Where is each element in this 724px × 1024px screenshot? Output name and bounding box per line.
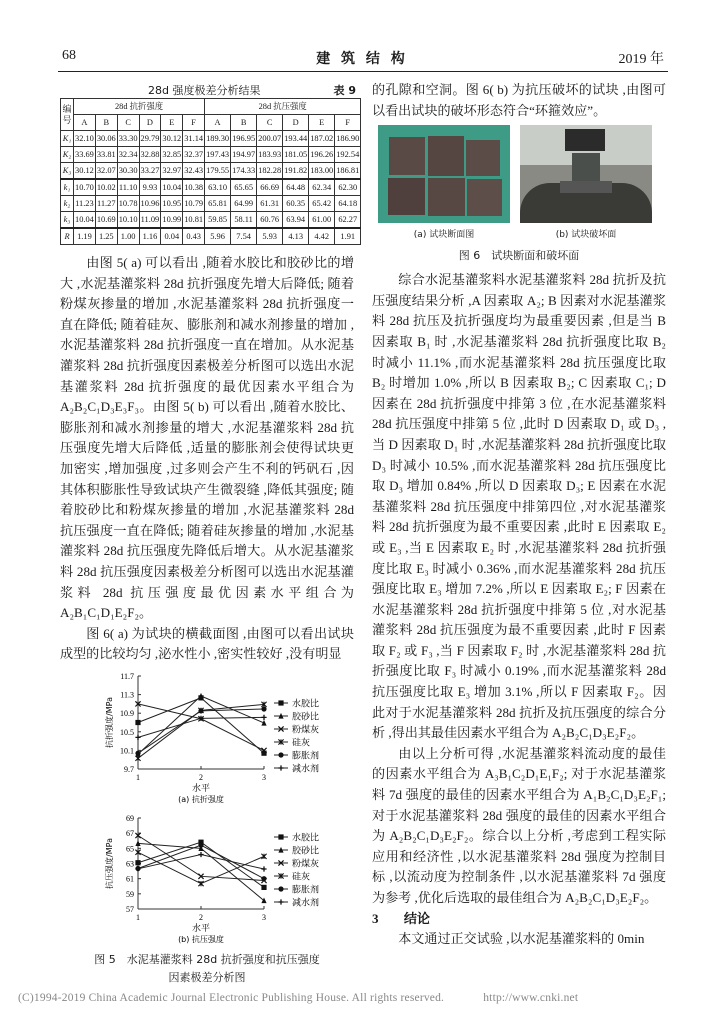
- data-point: [261, 706, 266, 711]
- table-cell: 187.02: [309, 131, 335, 147]
- row-header: 编号: [61, 99, 74, 131]
- table-cell: 62.34: [309, 179, 335, 196]
- table-title: 28d 强度极差分析结果: [148, 84, 261, 97]
- y-tick-label: 10.9: [120, 709, 134, 719]
- legend-marker: [278, 700, 283, 705]
- table-row: [61, 212, 361, 229]
- table-cell: 32.34: [117, 147, 139, 163]
- table-cell: 33.81: [95, 147, 117, 163]
- table-cell: 31.14: [183, 131, 205, 147]
- data-point: [135, 860, 140, 865]
- photo-specimen-failure: [520, 125, 652, 223]
- table-cell: 61.00: [309, 212, 335, 229]
- group-flexural: 28d 抗折强度: [74, 99, 205, 115]
- paragraph: 的孔隙和空洞。图 6( b) 为抗压破坏的试块 ,由图可以看出试块的破坏形态符合“环箍效应”。: [372, 82, 666, 118]
- table-cell: 200.07: [257, 131, 283, 147]
- data-point: [261, 897, 266, 903]
- data-point: [135, 720, 140, 725]
- legend-label: 胶砂比: [292, 712, 320, 723]
- table-cell: 186.81: [335, 163, 361, 180]
- column-header: F: [335, 115, 361, 131]
- table-cell: 197.43: [205, 147, 231, 163]
- table-cell: 186.90: [335, 131, 361, 147]
- table-cell: 64.99: [231, 196, 257, 212]
- table-cell: 30.12: [161, 131, 183, 147]
- table-cell: 174.33: [231, 163, 257, 180]
- table-cell: 7.54: [231, 228, 257, 245]
- table-row: [61, 196, 361, 212]
- y-tick-label: 11.3: [120, 690, 134, 700]
- table-cell: 1.00: [117, 228, 139, 245]
- table-cell: 10.38: [183, 179, 205, 196]
- table-cell: 32.37: [183, 147, 205, 163]
- y-tick-label: 10.5: [120, 727, 134, 737]
- table-cell: 11.27: [95, 196, 117, 212]
- table-cell: 61.31: [257, 196, 283, 212]
- table-cell: 58.11: [231, 212, 257, 229]
- legend-label: 膨胀剂: [292, 885, 320, 896]
- chart-title: (b) 抗压强度: [178, 934, 224, 944]
- legend-label: 胶砂比: [292, 846, 320, 857]
- table-row: [61, 179, 361, 196]
- row-label: R: [61, 228, 74, 245]
- table-cell: 1.16: [139, 228, 161, 245]
- x-axis-label: 水平: [191, 923, 211, 934]
- table-cell: 11.10: [117, 179, 139, 196]
- table-9-caption: [60, 82, 362, 98]
- table-label: 表 9: [333, 84, 356, 97]
- table-cell: 60.76: [257, 212, 283, 229]
- table-row: [61, 228, 361, 245]
- paragraph: 本文通过正交试验 ,以水泥基灌浆料的 0min: [398, 931, 645, 947]
- legend-label: 粉煤灰: [292, 859, 320, 870]
- data-point: [261, 866, 266, 871]
- photo-b-block: [520, 125, 652, 240]
- x-tick-label: 3: [262, 912, 266, 922]
- x-axis-label: 水平: [191, 783, 211, 794]
- column-header: F: [183, 115, 205, 131]
- header-rule: [58, 71, 668, 72]
- column-header: B: [95, 115, 117, 131]
- legend-marker: [278, 886, 283, 891]
- table-cell: 9.93: [139, 179, 161, 196]
- figure-5-caption: [60, 951, 354, 987]
- table-cell: 10.81: [183, 212, 205, 229]
- legend-label: 水胶比: [292, 833, 320, 844]
- column-header: E: [309, 115, 335, 131]
- y-tick-label: 65: [126, 844, 134, 854]
- table-cell: 30.06: [95, 131, 117, 147]
- row-label: k₃: [61, 212, 74, 229]
- legend-label: 减水剂: [292, 898, 320, 909]
- chart-flexural: [60, 669, 360, 811]
- table-cell: 10.10: [117, 212, 139, 229]
- table-cell: 65.81: [205, 196, 231, 212]
- table-9: [60, 98, 361, 245]
- y-tick-label: 11.7: [120, 671, 134, 681]
- column-header: A: [205, 115, 231, 131]
- copyright: (C)1994-2019 China Academic Journal Electronic Publishing House. All rights reserved.: [18, 992, 445, 1004]
- table-cell: 62.27: [335, 212, 361, 229]
- legend-marker: [278, 899, 283, 904]
- table-cell: 10.78: [117, 196, 139, 212]
- data-point: [261, 750, 266, 755]
- right-column-top: [372, 80, 666, 121]
- legend-marker: [278, 765, 283, 770]
- legend-label: 减水剂: [292, 764, 320, 775]
- legend-marker: [278, 834, 283, 839]
- section-heading: [372, 909, 666, 930]
- table-cell: 10.70: [74, 179, 96, 196]
- table-cell: 30.12: [74, 163, 96, 180]
- section-number: 3: [372, 910, 379, 926]
- right-column-wrapper: [372, 80, 666, 950]
- column-header: E: [161, 115, 183, 131]
- data-point: [198, 881, 203, 886]
- table-cell: 10.69: [95, 212, 117, 229]
- table-cell: 32.85: [161, 147, 183, 163]
- table-cell: 33.69: [74, 147, 96, 163]
- legend-label: 硅灰: [292, 738, 311, 749]
- table-cell: 63.94: [283, 212, 309, 229]
- table-cell: 1.25: [95, 228, 117, 245]
- photo-specimen-section: [378, 125, 510, 223]
- table-cell: 32.10: [74, 131, 96, 147]
- row-label: K₂: [61, 147, 74, 163]
- table-cell: 65.42: [309, 196, 335, 212]
- data-point: [135, 756, 140, 761]
- legend-label: 膨胀剂: [292, 751, 320, 762]
- left-column-wrapper: [60, 82, 362, 987]
- legend-label: 粉煤灰: [292, 725, 320, 736]
- table-row: [61, 163, 361, 180]
- data-point: [198, 842, 203, 847]
- table-cell: 192.54: [335, 147, 361, 163]
- table-cell: 193.44: [283, 131, 309, 147]
- table-cell: 10.04: [161, 179, 183, 196]
- table-cell: 0.04: [161, 228, 183, 245]
- column-header: B: [231, 115, 257, 131]
- caption-line: 图 5 水泥基灌浆料 28d 抗折强度和抗压强度: [94, 952, 320, 966]
- data-point: [135, 850, 140, 855]
- column-header: D: [283, 115, 309, 131]
- column-header: D: [139, 115, 161, 131]
- data-point: [261, 854, 266, 859]
- paragraph: 由图 5( a) 可以看出 ,随着水胶比和胶砂比的增大 ,水泥基灌浆料 28d 抗折强度先增大后降低; 随着粉煤灰掺量的增加 ,水泥基灌浆料 28d 抗折强度一直在降低; 随着硅灰、膨胀剂和减水剂掺量的增加 ,水泥基灌浆料 28d 抗折强度一直在增加。从水泥基灌浆料 28d 抗折强度因素极差分析图可以选出水泥基灌浆料 28d 抗折强度的最优因素水平组合为 A₂B₂C₁D₃E₃F₃。由图 5( b) 可以看出 ,随着水胶比、膨胀剂和减水剂掺量的增大 ,水泥基灌浆料 28d 抗压强度先增大后降低 ,适量的膨胀剂会使得试块更加密实 ,增加强度 ,过多则会产生不利的钙矾石 ,因其体积膨胀性导致试块产生微裂缝 ,降低其强度; 随着胶砂比和粉煤灰掺量的增加 ,水泥基灌浆料 28d 抗压强度一直在降低; 随着硅灰掺量的增加 ,水泥基灌浆料 28d 抗压强度先降低后增大。从水泥基灌浆料 28d 抗压强度因素极差分析图可以选出水泥基灌浆料 28d 抗压强度最优因素水平组合为 A₂B₁C₁D₁E₂F₂。: [60, 255, 354, 621]
- data-point: [135, 735, 140, 740]
- table-cell: 1.91: [335, 228, 361, 245]
- table-cell: 32.88: [139, 147, 161, 163]
- photo-a-block: [378, 125, 510, 240]
- data-point: [261, 885, 266, 890]
- y-axis-label: 抗折强度/MPa: [105, 696, 114, 748]
- y-tick-label: 61: [126, 874, 134, 884]
- table-row: [61, 131, 361, 147]
- section-title: 结论: [403, 910, 431, 926]
- table-cell: 5.93: [257, 228, 283, 245]
- table-cell: 29.79: [139, 131, 161, 147]
- table-cell: 4.13: [283, 228, 309, 245]
- column-header: C: [117, 115, 139, 131]
- table-cell: 30.30: [117, 163, 139, 180]
- data-point: [198, 708, 203, 713]
- row-label: K₃: [61, 163, 74, 180]
- legend-label: 水胶比: [292, 699, 320, 710]
- table-cell: 65.65: [231, 179, 257, 196]
- row-label: K₁: [61, 131, 74, 147]
- figure-6-photos: [372, 125, 666, 240]
- table-cell: 33.27: [139, 163, 161, 180]
- table-cell: 11.23: [74, 196, 96, 212]
- year: 2019 年: [618, 52, 664, 67]
- table-cell: 183.93: [257, 147, 283, 163]
- x-tick-label: 3: [262, 772, 266, 782]
- caption-line: 因素极差分析图: [168, 970, 246, 984]
- series-line-1: [138, 696, 264, 754]
- table-cell: 10.95: [161, 196, 183, 212]
- data-point: [198, 852, 203, 857]
- page-number: 68: [62, 48, 76, 63]
- table-cell: 32.43: [183, 163, 205, 180]
- y-tick-label: 69: [126, 813, 134, 823]
- table-cell: 10.96: [139, 196, 161, 212]
- row-label: k₁: [61, 179, 74, 196]
- table-cell: 1.19: [74, 228, 96, 245]
- table-cell: 191.82: [283, 163, 309, 180]
- column-header: A: [74, 115, 96, 131]
- table-cell: 59.85: [205, 212, 231, 229]
- table-cell: 10.04: [74, 212, 96, 229]
- y-tick-label: 57: [126, 904, 134, 914]
- paragraph: 由以上分析可得 ,水泥基灌浆料流动度的最佳的因素水平组合为 A₃B₁C₂D₁E₁F₂; 对于水泥基灌浆料 7d 强度的最佳的因素水平组合为 A₁B₂C₁D₃E₂F₁; 对于水泥基灌浆料 28d 强度的最佳的因素水平组合为 A₂B₂C₁D₃E₂F₂。综合以上分析 ,考虑到工程实际应用和经济性 ,以水泥基灌浆料 28d 强度为控制目标 ,以流动度为控制条件 ,以水泥基灌浆料 7d 强度为参考 ,优化后选取的最佳组合为 A₂B₂C₁D₃E₂F₂。: [372, 745, 666, 905]
- legend-label: 硅灰: [292, 872, 311, 883]
- left-column: [60, 253, 354, 665]
- table-cell: 10.79: [183, 196, 205, 212]
- table-cell: 181.05: [283, 147, 309, 163]
- table-cell: 183.00: [309, 163, 335, 180]
- paragraph: 综合水泥基灌浆料水泥基灌浆料 28d 抗折及抗压强度结果分析 ,A 因素取 A₂; B 因素对水泥基灌浆料 28d 抗压及抗折强度均为最重要因素 ,但是当 B 因素取 B₁ 时 ,水泥基灌浆料 28d 抗折强度比取 B₂ 时减小 11.1% ,而水泥基灌浆料 28d 抗压强度比取 B₂ 时增加 1.0% ,所以 B 因素取 B₂; C 因素取 C₁; D 因素在 28d 抗折强度中排第 3 位 ,在水泥基灌浆料 28d 抗压强度中排第 5 位 ,此时 D 因素取 D₁ 或 D₃ ,当 D 因素取 D₁ 时 ,水泥基灌浆料 28d 抗折强度比取 D₃ 时减小 10.5% ,而水泥基灌浆料 28d 抗压强度比取 D₃ 增加 0.84% ,所以 D 因素取 D₃; E 因素在水泥基灌浆料 28d 抗压强度中排第四位 ,对水泥基灌浆料 28d 抗折强度为最不重要因素 ,此时 E 因素取 E₂ 或 E₃ ,当 E 因素取 E₂ 时 ,水泥基灌浆料 28d 抗折强度比取 E₃ 时减小 0.36% ,而水泥基灌浆料 28d 抗压强度比取 E₃ 增加 7.2% ,所以 E 因素取 E₂; F 因素在水泥基灌浆料 28d 抗折强度中排第 5 位 ,对水泥基灌浆料 28d 抗压强度为最不重要因素 ,此时 F 因素取 F₂ 或 F₃ ,当 F 因素取 F₂ 时 ,水泥基灌浆料 28d 抗折强度比取 F₃ 时减小 0.19% ,而水泥基灌浆料 28d 抗压强度比取 E₃ 增加 3.1% ,所以 F 因素取 F₂。因此对于水泥基灌浆料 28d 抗折及抗压强度的综合分析 ,得出其最佳因素水平组合为 A₂B₂C₁D₃E₂F₂。: [372, 272, 666, 741]
- x-tick-label: 1: [136, 772, 140, 782]
- x-tick-label: 1: [136, 912, 140, 922]
- table-cell: 32.07: [95, 163, 117, 180]
- figure-6-caption: 图 6 试块断面和破坏面: [458, 249, 580, 263]
- table-cell: 10.02: [95, 179, 117, 196]
- y-axis-label: 抗压强度/MPa: [105, 837, 114, 889]
- table-cell: 11.09: [139, 212, 161, 229]
- table-cell: 194.97: [231, 147, 257, 163]
- paragraph: 图 6( a) 为试块的横截面图 ,由图可以看出试块成型的比较均匀 ,泌水性小 ,密实性较好 ,没有明显: [60, 625, 354, 662]
- footer-url[interactable]: http://www.cnki.net: [483, 992, 579, 1004]
- y-tick-label: 67: [126, 829, 134, 839]
- table-cell: 62.30: [335, 179, 361, 196]
- table-cell: 179.55: [205, 163, 231, 180]
- table-cell: 10.99: [161, 212, 183, 229]
- legend-marker: [278, 752, 283, 757]
- table-cell: 63.10: [205, 179, 231, 196]
- table-cell: 60.35: [283, 196, 309, 212]
- right-column: [372, 270, 666, 950]
- x-tick-label: 2: [199, 772, 203, 782]
- column-header: C: [257, 115, 283, 131]
- table-cell: 66.69: [257, 179, 283, 196]
- table-cell: 182.28: [257, 163, 283, 180]
- table-cell: 189.30: [205, 131, 231, 147]
- y-tick-label: 63: [126, 859, 134, 869]
- footer: [18, 992, 578, 1004]
- journal-name: 建 筑 结 构: [316, 51, 408, 67]
- table-cell: 0.43: [183, 228, 205, 245]
- table-cell: 4.42: [309, 228, 335, 245]
- chart-compressive: [60, 811, 360, 949]
- table-row: [61, 147, 361, 163]
- data-point: [135, 750, 140, 755]
- y-tick-label: 10.1: [120, 746, 134, 756]
- y-tick-label: 59: [126, 889, 134, 899]
- group-compressive: 28d 抗压强度: [205, 99, 361, 115]
- table-cell: 5.96: [205, 228, 231, 245]
- x-tick-label: 2: [199, 912, 203, 922]
- photo-b-caption: (b) 试块破坏面: [555, 230, 617, 241]
- data-point: [261, 876, 266, 881]
- photo-a-caption: (a) 试块断面图: [413, 230, 475, 241]
- chart-title: (a) 抗折强度: [178, 794, 224, 804]
- table-cell: 33.30: [117, 131, 139, 147]
- table-cell: 196.26: [309, 147, 335, 163]
- table-cell: 32.97: [161, 163, 183, 180]
- table-cell: 64.18: [335, 196, 361, 212]
- table-cell: 196.95: [231, 131, 257, 147]
- table-cell: 64.48: [283, 179, 309, 196]
- data-point: [261, 715, 266, 720]
- y-tick-label: 9.7: [124, 764, 134, 774]
- row-label: k₂: [61, 196, 74, 212]
